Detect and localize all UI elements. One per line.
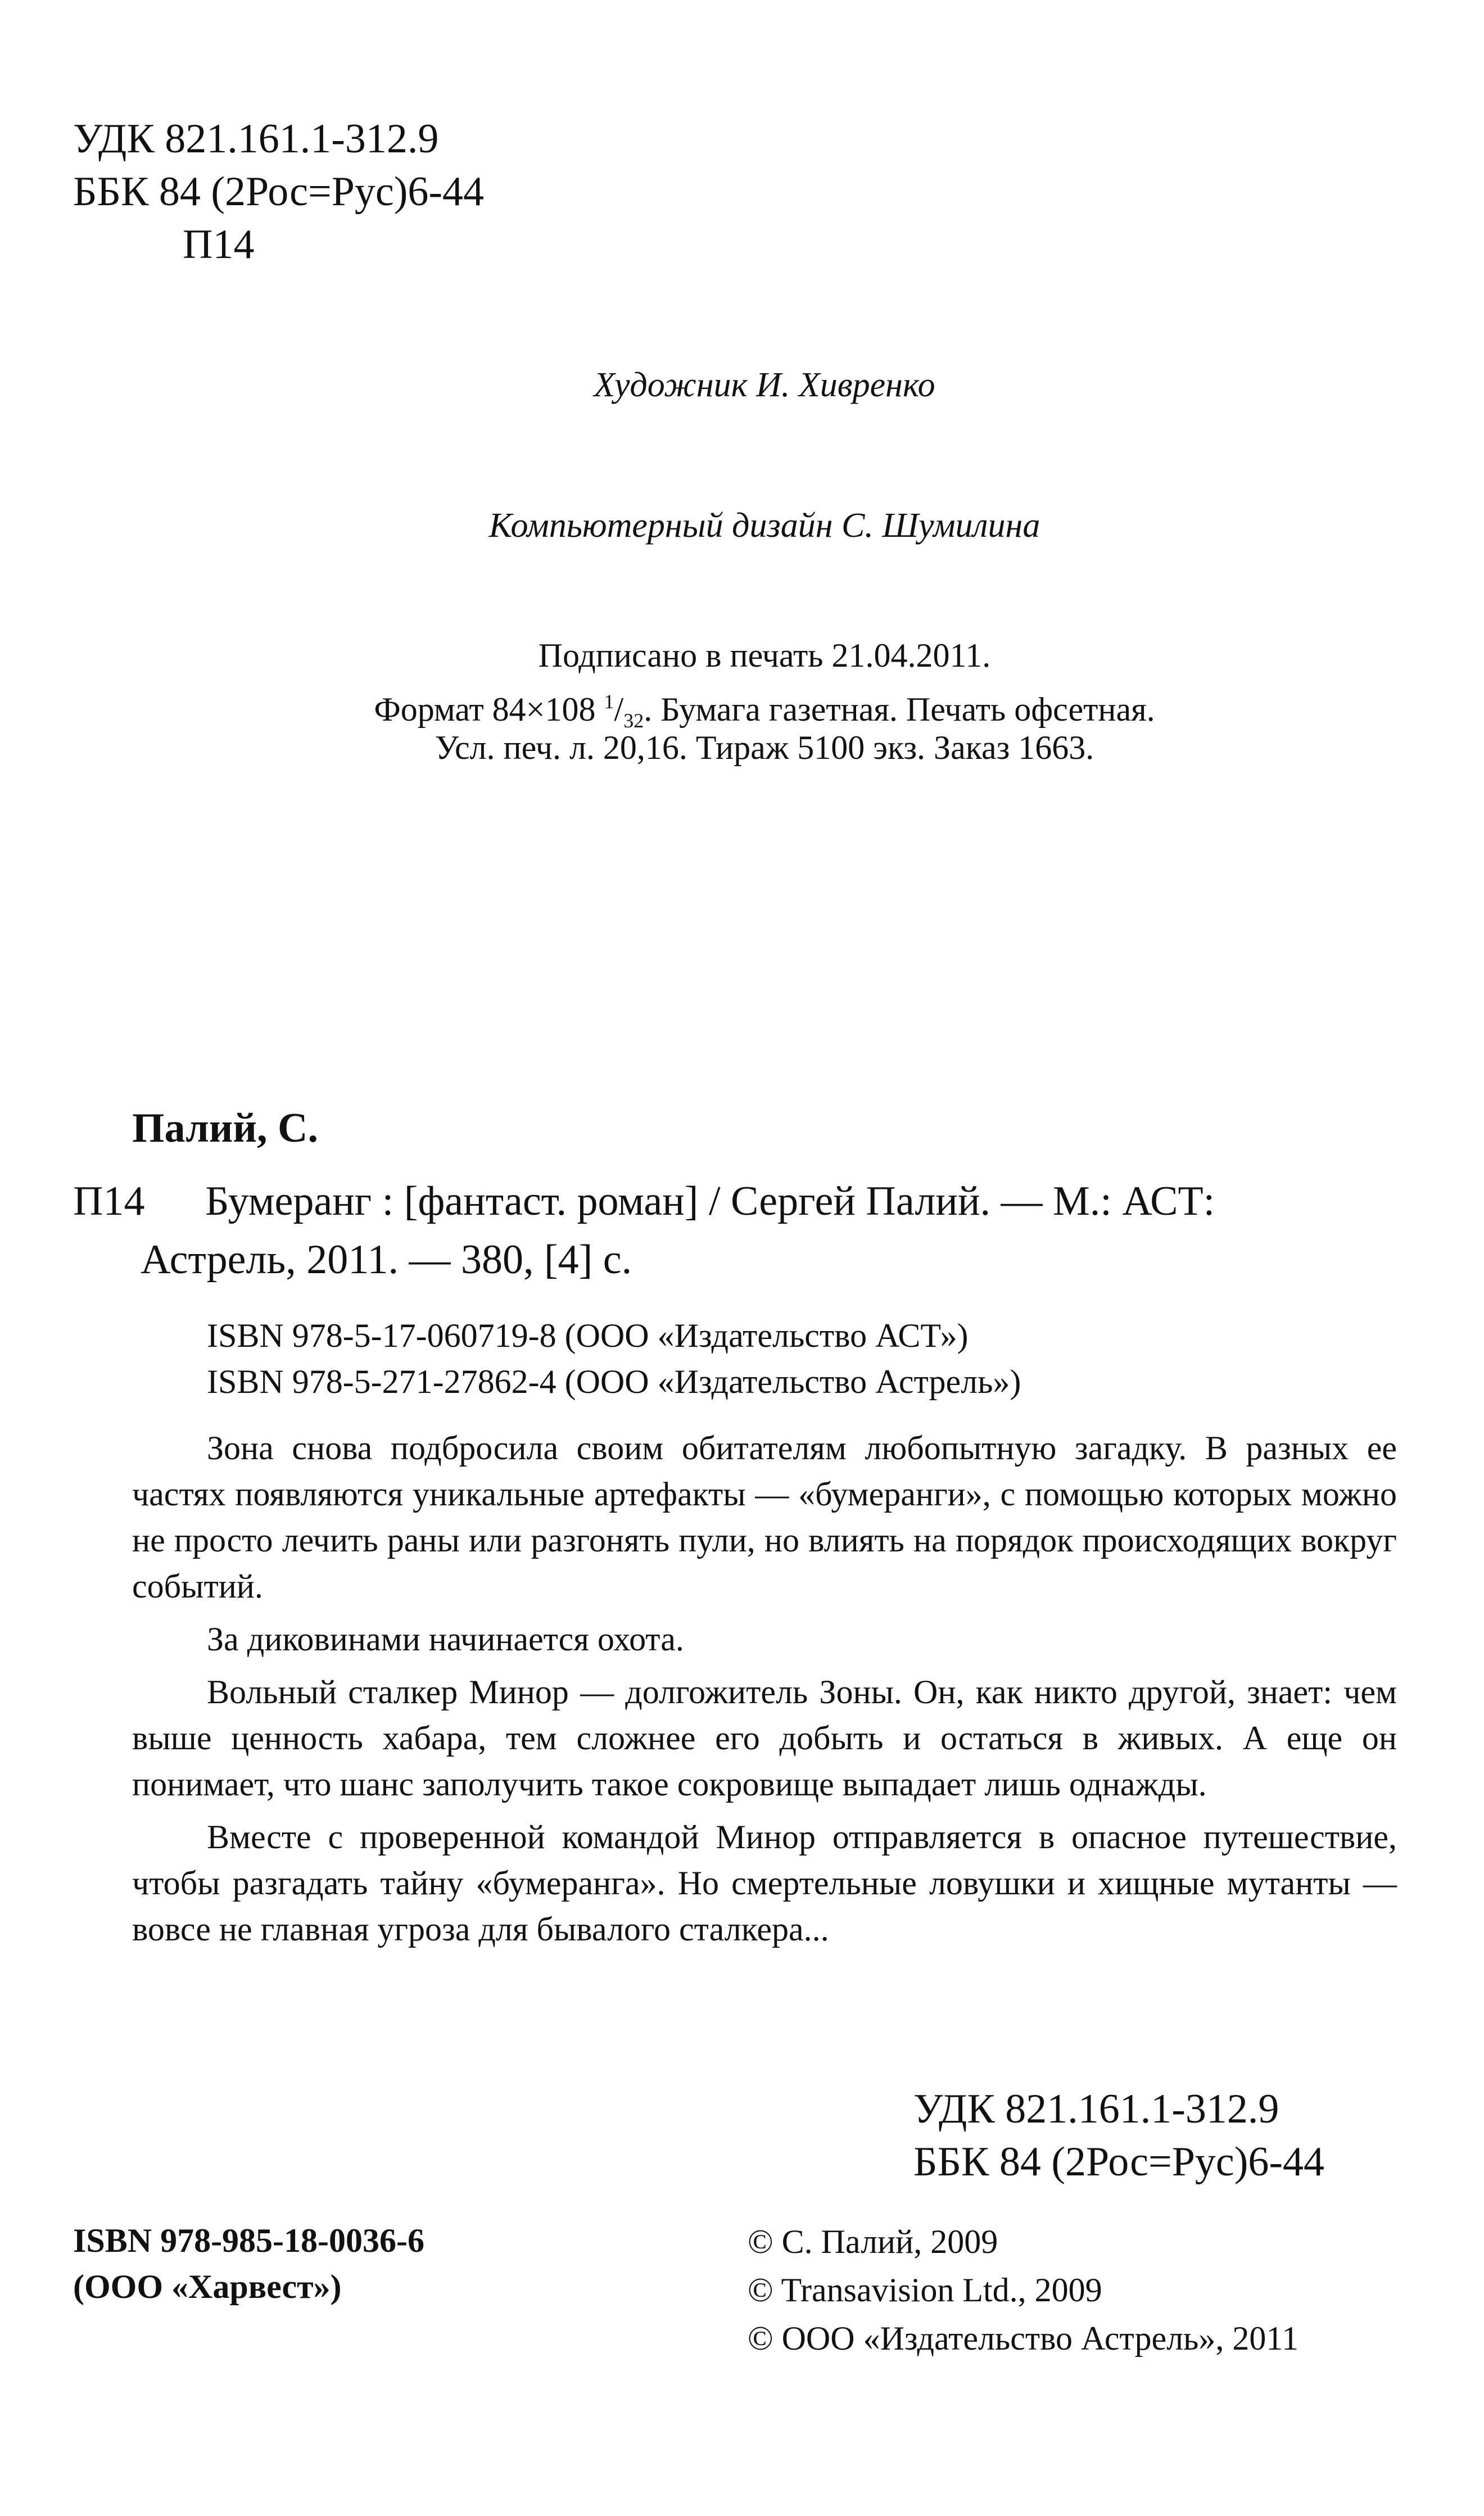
print-format (22, 678, 1484, 732)
bbk-code: ББК 84 (2Рос=Рус)6-44 (913, 2139, 1325, 2185)
isbn-harvest: ISBN 978-985-18-0036-6 (73, 2222, 424, 2259)
format-denominator: 32 (623, 709, 644, 732)
print-conditions: Усл. печ. л. 20,16. Тираж 5100 экз. Заказ 1663. (435, 729, 1094, 766)
designer-credit: Компьютерный дизайн С. Шумилина (488, 506, 1040, 545)
abstract (132, 1425, 1397, 1959)
isbn-astrel: ISBN 978-5-271-27862-4 (ООО «Издательство Астрель») (207, 1363, 1021, 1400)
copyright-transavision: © Transavision Ltd., 2009 (748, 2271, 1102, 2309)
udk-code: УДК 821.161.1-312.9 (73, 116, 439, 162)
bottom-classification-codes (913, 2083, 1324, 2188)
isbn-ast: ISBN 978-5-17-060719-8 (ООО «Издательство АСТ») (207, 1317, 969, 1354)
abstract-paragraph: За диковинами начинается охота. (207, 1621, 684, 1658)
biblio-line-2: Астрель, 2011. — 380, [4] с. (141, 1237, 632, 1283)
copyright-astrel: © ООО «Издательство Астрель», 2011 (748, 2320, 1299, 2357)
print-signed: Подписано в печать 21.04.2011. (538, 637, 991, 674)
main-isbn (73, 2218, 424, 2310)
copyright-notices (748, 2218, 1298, 2363)
author-heading: Палий, С. (132, 1105, 318, 1151)
abstract-paragraph: Зона снова подбросила своим обитателям любопытную загадку. В разных ее частях появляются уникальные артефакты — «бумеранги», с помощью которых можно не просто лечить раны или разгонять пули, но влиять на порядок происходящих вокруг событий. (132, 1429, 1397, 1605)
biblio-title: Бумеранг : [фантаст. роман] / Сергей Палий. — М.: АСТ: (205, 1178, 1215, 1224)
format-prefix: Формат 84×108 (374, 691, 604, 728)
print-info (22, 632, 1484, 771)
biblio-author-mark: П14 (73, 1178, 145, 1224)
publisher-harvest: (ООО «Харвест») (73, 2268, 342, 2305)
format-slash: / (614, 691, 624, 728)
bibliographic-record (73, 1172, 1215, 1289)
format-numerator: 1 (604, 690, 614, 713)
bbk-code: ББК 84 (2Рос=Рус)6-44 (73, 169, 485, 215)
udk-code: УДК 821.161.1-312.9 (913, 2086, 1279, 2132)
copyright-author: © С. Палий, 2009 (748, 2223, 998, 2260)
abstract-paragraph: Вместе с проверенной командой Минор отправляется в опасное путешествие, чтобы разгадать тайну «бумеранга». Но смертельные ловушки и хищные мутанты — вовсе не главная угроза для бывалого сталкера... (132, 1818, 1397, 1948)
isbn-list (207, 1313, 1021, 1405)
top-classification-codes (73, 112, 484, 271)
biblio-line-1 (73, 1172, 1215, 1230)
format-suffix: . Бумага газетная. Печать офсетная. (644, 691, 1155, 728)
artist-credit: Художник И. Хивренко (594, 366, 935, 404)
author-mark: П14 (183, 221, 255, 268)
abstract-paragraph: Вольный сталкер Минор — долгожитель Зоны. Он, как никто другой, знает: чем выше ценность хабара, тем сложнее его добыть и остаться в живых. А еще он понимает, что шанс заполучить такое сокровище выпадает лишь однажды. (132, 1673, 1397, 1803)
